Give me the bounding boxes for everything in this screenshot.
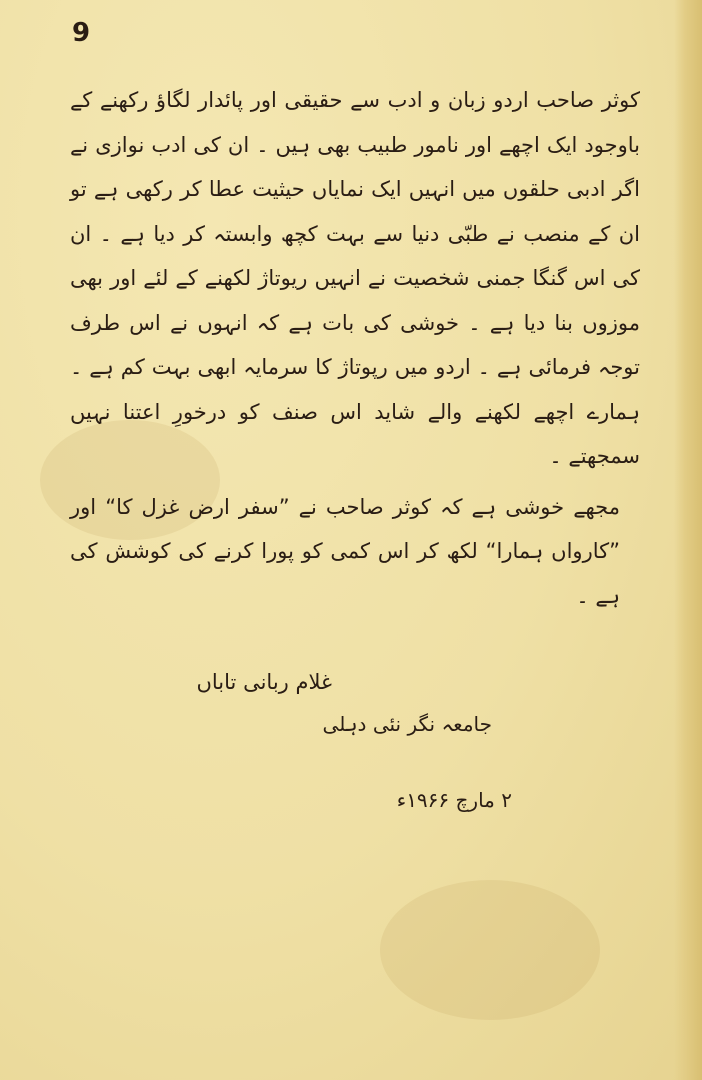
page-number: 9 [72, 18, 91, 48]
paragraph: مجھے خوشی ہے کہ کوثر صاحب نے ”سفر ارض غزل کا“ اور ”کارواں ہمارا“ لکھ کر اس کمی کو پورا کرنے کی کوشش کی ہے ۔ [70, 494, 620, 608]
author-signature: غلام ربانی تاباں [196, 670, 332, 694]
paragraph: کوثر صاحب اردو زبان و ادب سے حقیقی اور پائدار لگاؤ رکھنے کے باوجود ایک اچھے اور نامور طبیب بھی ہیں ۔ ان کی ادب نوازی نے اگر ادبی حلقوں میں انہیں ایک نمایاں حیثیت عطا کر رکھی ہے تو ان کے منصب نے طبّی دنیا سے بہت کچھ وابستہ کر دیا ہے ۔ ان کی اس گنگا جمنی شخصیت نے انہیں ریوتاژ لکھنے کے لئے اور بھی موزوں بنا دیا ہے ۔ خوشی کی بات ہے کہ انہوں نے اس طرف توجہ فرمائی ہے ۔ اردو میں رپوتاژ کا سرمایہ ابھی بہت کم ہے ۔ ہمارے اچھے لکھنے والے شاید اس صنف کو درخورِ اعتنا نہیں سمجھتے ۔ [70, 88, 640, 468]
worn-page-edge [674, 0, 702, 1080]
place-line: جامعہ نگر نئی دہلی [322, 712, 492, 736]
body-text [70, 78, 640, 618]
paper-stain [380, 880, 600, 1020]
date-line: ۲ مارچ ۱۹۶۶ء [396, 788, 512, 812]
